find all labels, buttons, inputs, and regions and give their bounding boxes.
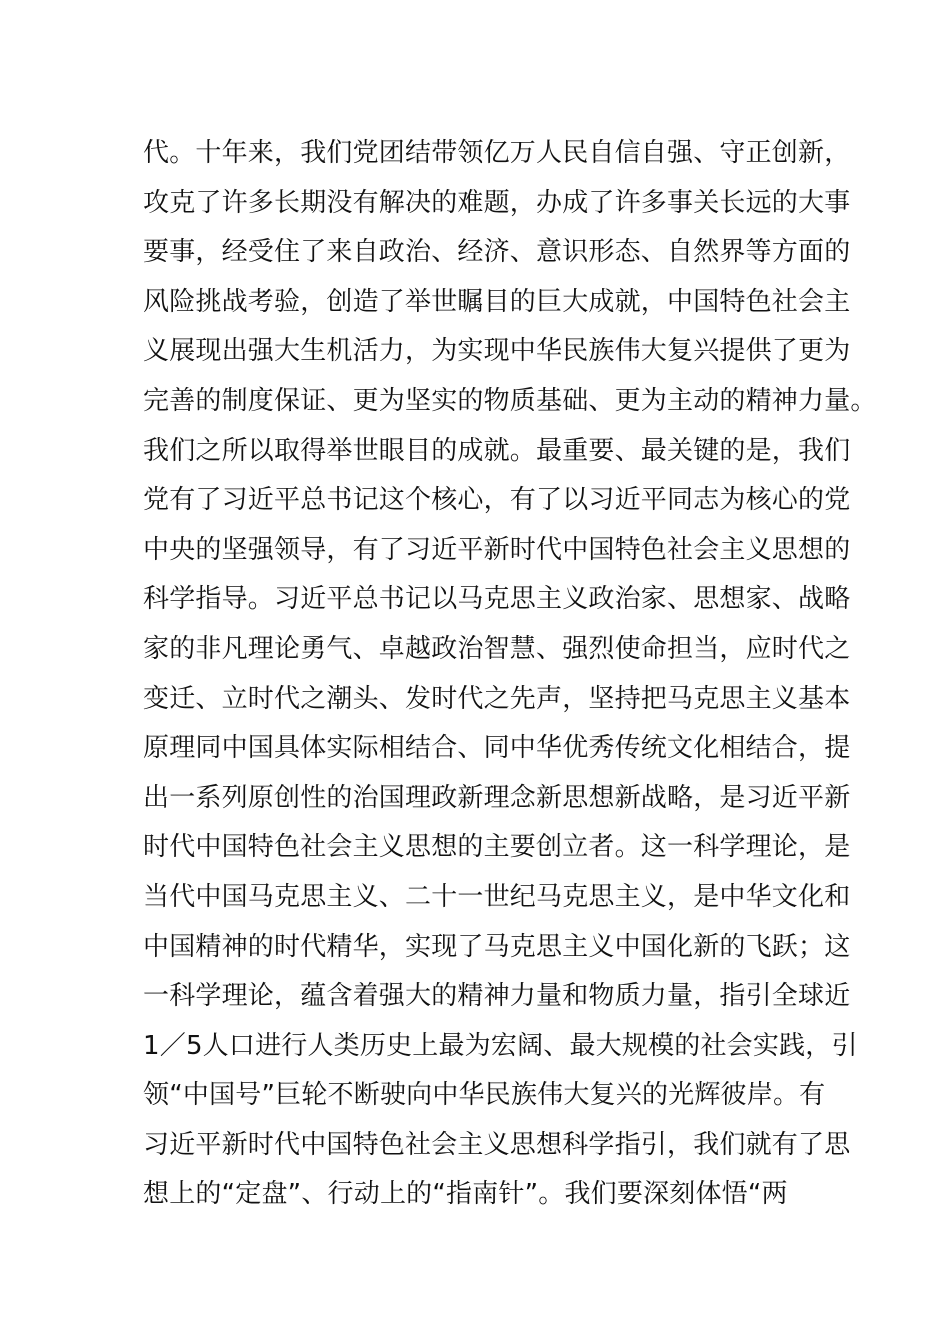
text-line: 一科学理论，蕴含着强大的精神力量和物质力量，指引全球近 [143,981,851,1012]
text-line: 完善的制度保证、更为坚实的物质基础、更为主动的精神力量。 [143,385,877,416]
text-line: 科学指导。习近平总书记以马克思主义政治家、思想家、战略 [143,584,851,615]
text-line: 攻克了许多长期没有解决的难题，办成了许多事关长远的大事 [143,187,851,218]
text-line: 党有了习近平总书记这个核心，有了以习近平同志为核心的党 [143,485,851,516]
text-line: 要事，经受住了来自政治、经济、意识形态、自然界等方面的 [143,237,851,268]
text-line: 变迁、立时代之潮头、发时代之先声，坚持把马克思主义基本 [143,683,851,714]
text-line: 义展现出强大生机活力，为实现中华民族伟大复兴提供了更为 [143,336,851,367]
text-line: 出一系列原创性的治国理政新理念新思想新战略，是习近平新 [143,782,851,813]
text-line: 时代中国特色社会主义思想的主要创立者。这一科学理论，是 [143,832,851,863]
text-line: 代。十年来，我们党团结带领亿万人民自信自强、守正创新， [143,138,851,168]
text-line: 想上的“定盘”、行动上的“指南针”。我们要深刻体悟“两 [143,1179,788,1210]
body-text [143,129,877,1220]
text-line: 1／5人口进行人类历史上最为宏阔、最大规模的社会实践，引 [143,1030,858,1061]
text-line: 风险挑战考验，创造了举世瞩目的巨大成就，中国特色社会主 [143,286,851,317]
text-line: 原理同中国具体实际相结合、同中华优秀传统文化相结合，提 [143,733,851,764]
text-line: 习近平新时代中国特色社会主义思想科学指引，我们就有了思 [143,1129,851,1160]
text-line: 家的非凡理论勇气、卓越政治智慧、强烈使命担当，应时代之 [143,633,851,664]
text-line: 领“中国号”巨轮不断驶向中华民族伟大复兴的光辉彼岸。有 [143,1080,826,1111]
text-line: 中央的坚强领导，有了习近平新时代中国特色社会主义思想的 [143,534,851,565]
text-line: 我们之所以取得举世眼目的成就。最重要、最关键的是，我们 [143,435,851,466]
text-line: 当代中国马克思主义、二十一世纪马克思主义，是中华文化和 [143,881,851,912]
text-line: 中国精神的时代精华，实现了马克思主义中国化新的飞跃；这 [143,931,851,962]
